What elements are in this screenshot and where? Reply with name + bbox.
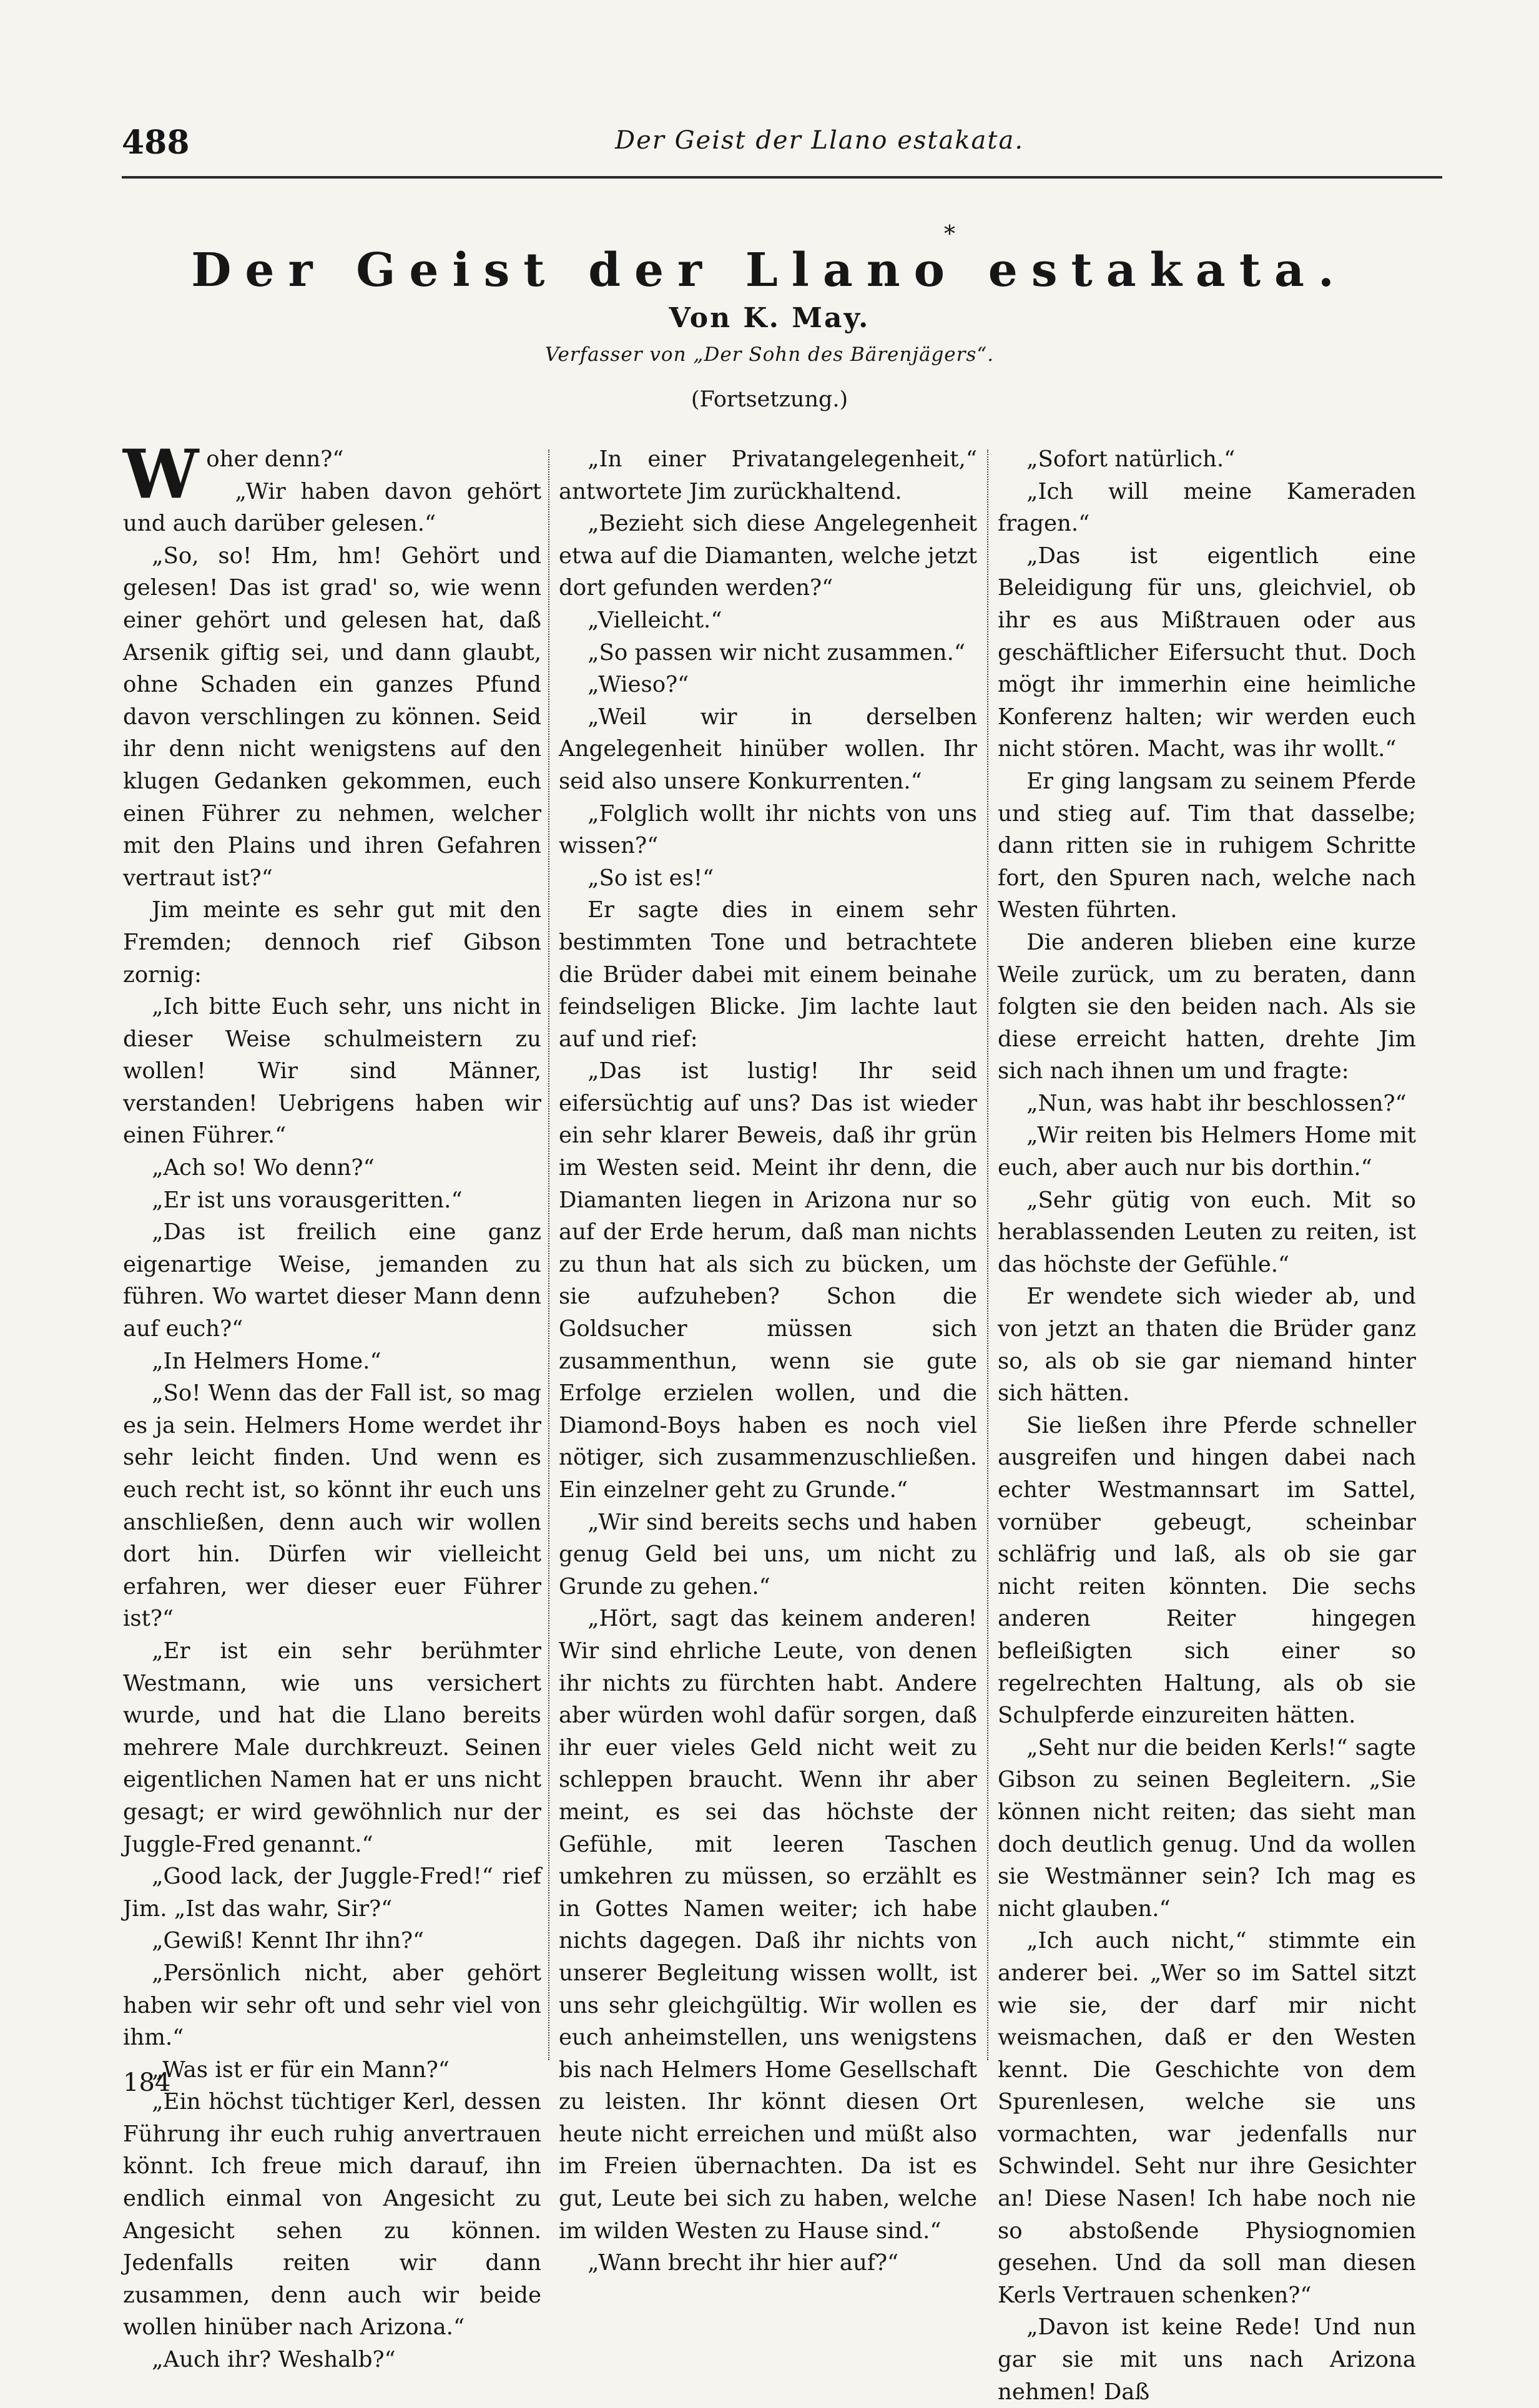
paragraph: „Wir haben davon gehört und auch darüber gelesen.“: [123, 478, 541, 537]
ornament-mark: *: [944, 222, 955, 247]
paragraph: „Ich auch nicht,“ stimmte ein anderer bei. „Wer so im Sattel sitzt wie sie, der darf mir nicht weismachen, daß er den Westen kennt. Die Geschichte von dem Spurenlesen, welche sie uns vormachten, war jedenfalls nur Schwindel. Seht nur ihre Gesichter an! Diese Nasen! Ich habe noch nie so abstoßende Physiognomien gesehen. Und da soll man diesen Kerls Vertrauen schenken?“: [998, 1928, 1416, 2308]
paragraph: „Ein höchst tüchtiger Kerl, dessen Führung ihr euch ruhig anvertrauen könnt. Ich freue mich darauf, ihn endlich einmal von Angesicht zu Angesicht sehen zu können. Jedenfalls reiten wir dann zusammen, denn auch wir beide wollen hinüber nach Arizona.“: [123, 2089, 541, 2341]
paragraph: „Bezieht sich diese Angelegenheit etwa auf die Diamanten, welche jetzt dort gefunden werden?“: [559, 511, 977, 601]
paragraph: „Auch ihr? Weshalb?“: [152, 2347, 396, 2373]
paragraph: „Was ist er für ein Mann?“: [152, 2057, 450, 2083]
article-subtitle: Verfasser von „Der Sohn des Bärenjägers“.: [544, 343, 995, 366]
paragraph: „So! Wenn das der Fall ist, so mag es ja sein. Helmers Home werdet ihr sehr leicht finden. Und wenn es euch recht ist, so könnt ihr euch uns anschließen, denn auch wir wollen dort hin. Dürfen wir vielleicht erfahren, wer dieser euer Führer ist?“: [123, 1380, 541, 1632]
paragraph: „Persönlich nicht, aber gehört haben wir sehr oft und sehr viel von ihm.“: [123, 1960, 541, 2051]
paragraph: „Wieso?“: [588, 672, 689, 698]
paragraph: „Wann brecht ihr hier auf?“: [588, 2250, 899, 2276]
continuation-note: (Fortsetzung.): [691, 387, 848, 412]
paragraph: „Wir reiten bis Helmers Home mit euch, aber auch nur bis dorthin.“: [998, 1123, 1416, 1181]
drop-cap: W: [123, 435, 199, 514]
paragraph: „Ich bitte Euch sehr, uns nicht in dieser Weise schulmeistern zu wollen! Wir sind Männer, verstanden! Uebrigens haben wir einen Führer.“: [123, 994, 541, 1149]
article-author: Von K. May.: [669, 302, 870, 334]
paragraph: „Er ist uns vorausgeritten.“: [152, 1187, 463, 1213]
paragraph: oher denn?“: [206, 446, 344, 472]
paragraph: „Ich will meine Kameraden fragen.“: [998, 478, 1416, 537]
text-column-3: [998, 443, 1416, 2405]
article-title: Der Geist der Llano estakata.: [191, 243, 1348, 297]
paragraph: „So ist es!“: [588, 865, 714, 891]
paragraph: „Folglich wollt ihr nichts von uns wissen?“: [559, 800, 977, 859]
paragraph: „Vielleicht.“: [588, 607, 722, 633]
paragraph: Sie ließen ihre Pferde schneller ausgreifen und hingen dabei nach echter Westmannsart im Sattel, vornüber gebeugt, scheinbar schläfrig und laß, als ob sie gar nicht reiten könnten. Die sechs anderen Reiter hingegen befleißigten sich einer so regelrechten Haltung, als ob sie Schulpferde einzureiten hätten.: [998, 1412, 1416, 1729]
column-divider: [548, 450, 549, 2060]
paragraph: „Hört, sagt das keinem anderen! Wir sind ehrliche Leute, von denen ihr nichts zu fürchten habt. Andere aber würden wohl dafür sorgen, daß ihr euer vieles Geld nicht weit zu schleppen braucht. Wenn ihr aber meint, es sei das höchste der Gefühle, mit leeren Taschen umkehren zu müssen, so erzählt es in Gottes Namen weiter; ich habe nichts dagegen. Daß ihr nichts von unserer Begleitung wissen wollt, ist uns sehr gleichgültig. Wir wollen es euch anheimstellen, uns wenigstens bis nach Helmers Home Gesellschaft zu leisten. Ihr könnt diesen Ort heute nicht erreichen und müßt also im Freien übernachten. Da ist es gut, Leute bei sich zu haben, welche im wilden Westen zu Hause sind.“: [559, 1606, 977, 2244]
paragraph: „Das ist lustig! Ihr seid eifersüchtig auf uns? Das ist wieder ein sehr klarer Beweis, daß ihr grün im Westen seid. Meint ihr denn, die Diamanten liegen in Arizona nur so auf der Erde herum, daß man nichts zu thun hat als sich zu bücken, um sie aufzuheben? Schon die Goldsucher müssen sich zusammenthun, wenn sie gute Erfolge erzielen wollen, und die Diamond-Boys haben es noch viel nötiger, sich zusammenzuschließen. Ein einzelner geht zu Grunde.“: [559, 1058, 977, 1503]
paragraph: Er wendete sich wieder ab, und von jetzt an thaten die Brüder ganz so, als ob sie gar niemand hinter sich hätten.: [998, 1284, 1416, 1407]
paragraph: „Nun, was habt ihr beschlossen?“: [1026, 1090, 1407, 1116]
paragraph: „Er ist ein sehr berühmter Westmann, wie uns versichert wurde, und hat die Llano bereits mehrere Male durchkreuzt. Seinen eigentlichen Namen hat er uns nicht gesagt; er wird gewöhnlich nur der Juggle-Fred genannt.“: [123, 1638, 541, 1857]
paragraph: Er sagte dies in einem sehr bestimmten Tone und betrachtete die Brüder dabei mit einem beinahe feindseligen Blicke. Jim lachte laut auf und rief:: [559, 897, 977, 1052]
paragraph: „Good lack, der Juggle-Fred!“ rief Jim. „Ist das wahr, Sir?“: [123, 1864, 541, 1922]
paragraph: „Ach so! Wo denn?“: [152, 1155, 375, 1181]
header-rule: [122, 176, 1442, 179]
paragraph: „In einer Privatangelegenheit,“ antwortete Jim zurückhaltend.: [559, 446, 977, 504]
paragraph: „Weil wir in derselben Angelegenheit hinüber wollen. Ihr seid also unsere Konkurrenten.“: [559, 704, 977, 794]
paragraph: „So passen wir nicht zusammen.“: [588, 639, 966, 666]
paragraph: „Sofort natürlich.“: [1026, 446, 1236, 472]
column-divider: [987, 450, 988, 2060]
paragraph: „Davon ist keine Rede! Und nun gar sie mit uns nach Arizona nehmen! Daß: [998, 2314, 1416, 2405]
paragraph: Er ging langsam zu seinem Pferde und stieg auf. Tim that dasselbe; dann ritten sie in ruhigem Schritte fort, den Spuren nach, welche nach Westen führten.: [998, 768, 1416, 923]
page-number: 488: [122, 124, 190, 162]
paragraph: „Das ist eigentlich eine Beleidigung für uns, gleichviel, ob ihr es aus Mißtrauen oder aus geschäftlicher Eifersucht thut. Doch mögt ihr immerhin eine heimliche Konferenz halten; wir werden euch nicht stören. Macht, was ihr wollt.“: [998, 543, 1416, 762]
running-title: Der Geist der Llano estakata.: [615, 126, 1025, 155]
signature-number: 184: [123, 2068, 171, 2097]
paragraph: „Sehr gütig von euch. Mit so herablassenden Leuten zu reiten, ist das höchste der Gefühle.“: [998, 1187, 1416, 1277]
paragraph: Jim meinte es sehr gut mit den Fremden; dennoch rief Gibson zornig:: [123, 897, 541, 988]
paragraph: „Wir sind bereits sechs und haben genug Geld bei uns, um nicht zu Grunde zu gehen.“: [559, 1509, 977, 1600]
page-header: [122, 117, 1442, 167]
paragraph: „Seht nur die beiden Kerls!“ sagte Gibson zu seinen Begleitern. „Sie können nicht reiten; das sieht man doch deutlich genug. Und da wollen sie Westmänner sein? Ich mag es nicht glauben.“: [998, 1734, 1416, 1922]
paragraph: „Gewiß! Kennt Ihr ihn?“: [152, 1928, 425, 1954]
paragraph: „So, so! Hm, hm! Gehört und gelesen! Das ist grad' so, wie wenn einer gehört und gelesen hat, daß Arsenik giftig sei, und dann glaubt, ohne Schaden ein ganzes Pfund davon verschlingen zu können. Seid ihr denn nicht wenigstens auf den klugen Gedanken gekommen, euch einen Führer zu nehmen, welcher mit den Plains und ihren Gefahren vertraut ist?“: [123, 543, 541, 891]
paragraph: „In Helmers Home.“: [152, 1348, 381, 1374]
text-column-2: [559, 443, 977, 2276]
paragraph: Die anderen blieben eine kurze Weile zurück, um zu beraten, dann folgten sie den beiden nach. Als sie diese erreicht hatten, drehte Jim sich nach ihnen um und fragte:: [998, 929, 1416, 1084]
paragraph: „Das ist freilich eine ganz eigenartige Weise, jemanden zu führen. Wo wartet dieser Mann denn auf euch?“: [123, 1219, 541, 1342]
